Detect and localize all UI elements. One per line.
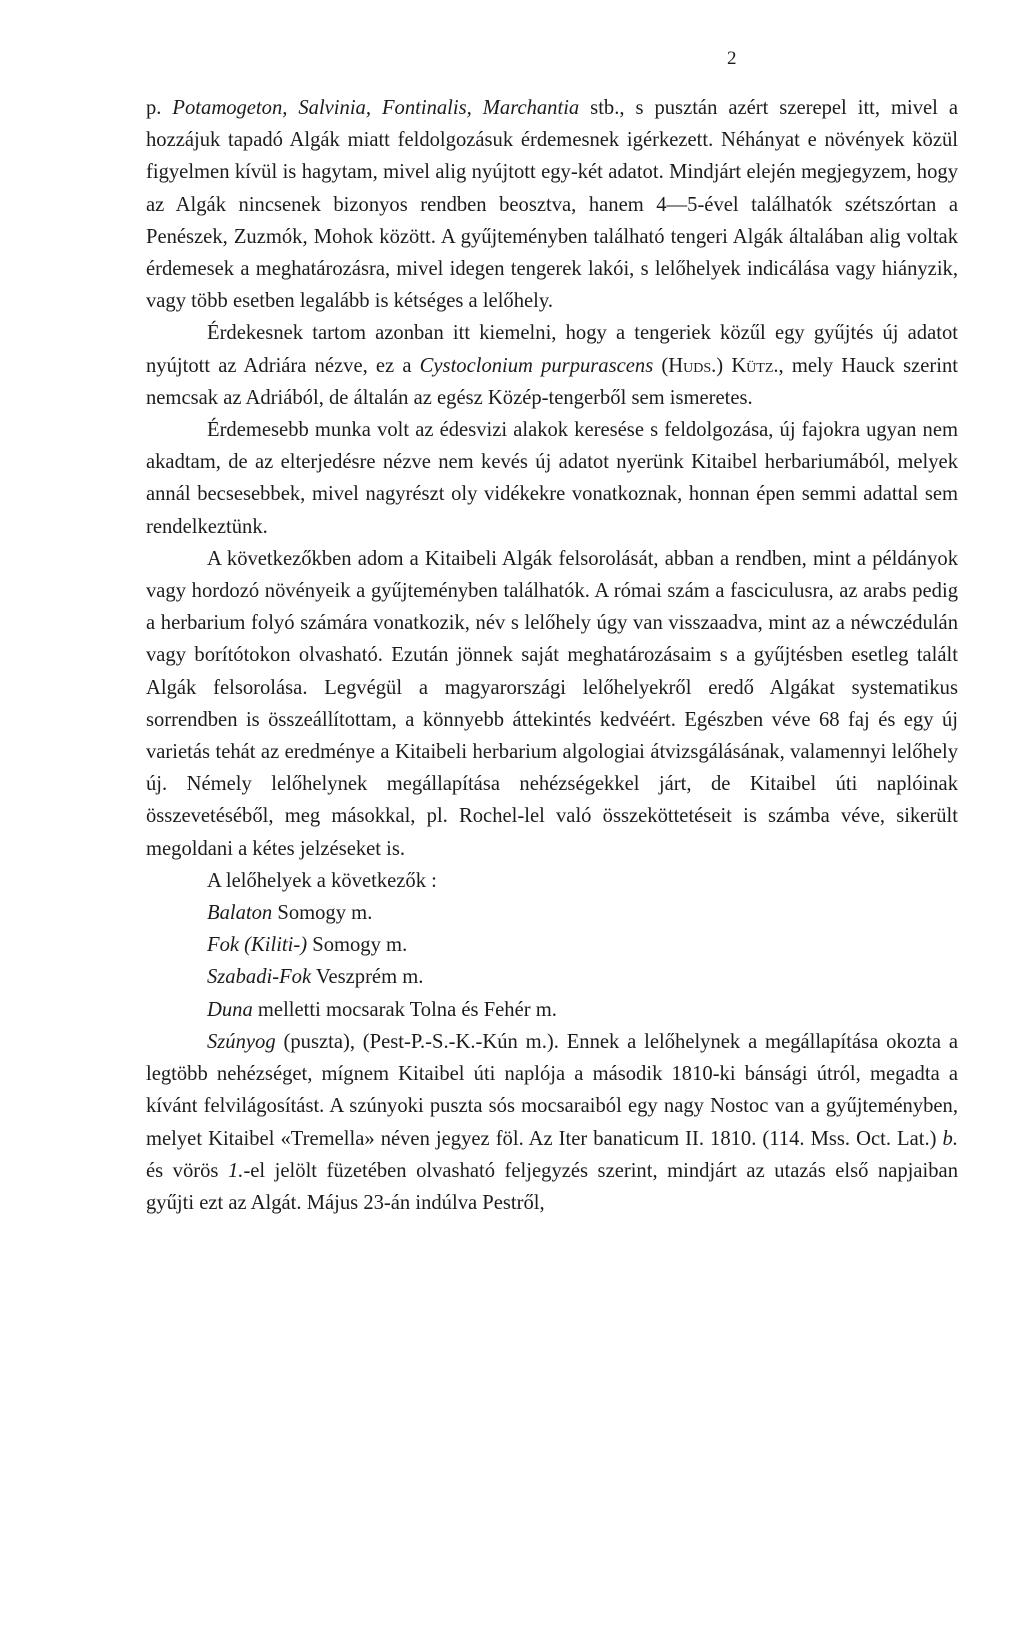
paragraph-2 (146, 317, 958, 414)
text-run: Érdemesebb munka volt az édesvizi alakok keresése s feldolgozása, új fajokra ugyan nem akadtam, de az elterjedésre nézve nem kevés új adatot nyerünk Kitaibel herbariumából, melyek annál becsesebbek, mivel nagyrészt oly vidékekre vonatkoznak, honnan épen semmi adattal sem rendelkeztünk. (146, 419, 958, 538)
italic-term: Fok (Kiliti-) (207, 934, 308, 957)
author-abbrev: Kütz (731, 354, 774, 377)
paragraph-4 (146, 543, 958, 865)
page-number: 2 (727, 48, 737, 69)
paragraph-szunyog (146, 1026, 958, 1219)
italic-term: Cystoclonium purpurascens (419, 354, 654, 377)
italic-term: Szúnyog (207, 1030, 276, 1053)
text-run: Somogy m. (307, 934, 408, 957)
body-text (146, 92, 958, 1219)
italic-term: Balaton (207, 902, 273, 925)
text-run: ., mely Hauck szerint nemcsak az Adriából, de általán az egész Közép-tengerből sem ismeretes. (146, 354, 959, 409)
locality-item (146, 897, 958, 929)
paragraph-5 (146, 865, 958, 897)
locality-item (146, 929, 958, 961)
text-run: Somogy m. (272, 902, 373, 925)
italic-term: Szabadi-Fok (207, 966, 312, 989)
italic-term: Potamogeton, Salvinia, Fontinalis, Marchantia (172, 97, 580, 119)
paragraph-1 (146, 92, 958, 317)
text-run: Érdekesnek tartom azonban itt kiemelni, hogy a tengeriek közűl egy gyűjtés új adatot nyújtott az Adriára nézve, ez a (146, 322, 958, 377)
italic-term: Duna (207, 998, 253, 1021)
locality-item (146, 961, 958, 993)
text-run: p. (146, 97, 173, 119)
paragraph-3 (146, 414, 958, 543)
text-run: és vörös (146, 1159, 228, 1182)
text-run: ( (653, 354, 669, 377)
author-abbrev: Huds (668, 354, 712, 377)
text-run: A lelőhelyek a következők : (207, 869, 437, 892)
locality-item (146, 994, 958, 1026)
text-run: (puszta), (Pest-P.-S.-K.-Kún m.). Ennek a lelőhelynek a megállapítása okozta a legtöbb nehézséget, mígnem Kitaibel úti naplója a második 1810-ki bánsági útról, megadta a kívánt felvilágosítást. A szúnyoki puszta sós mocsaraiból egy nagy Nostoc van a gyűjteményben, melyet Kitaibel «Tremella» néven jegyez föl. Az Iter banaticum II. 1810. (114. Mss. Oct. Lat.) (146, 1030, 958, 1150)
text-run: melletti mocsarak Tolna és Fehér m. (252, 998, 557, 1021)
italic-term: b. (942, 1127, 958, 1150)
locality-list (146, 897, 958, 1026)
text-run: .) (711, 354, 732, 377)
italic-term: 1. (227, 1159, 244, 1182)
text-run: -el jelölt füzetében olvasható feljegyzés szerint, mindjárt az utazás első napjaiban gyűjti ezt az Algát. Május 23-án indúlva Pestről, (146, 1159, 958, 1214)
text-run: stb., s pusztán azért szerepel itt, mivel a hozzájuk tapadó Algák miatt feldolgozásuk érdemesnek igérkezett. Néhányat e növények közül figyelmen kívül is hagytam, mivel alig nyújtott egy-két adatot. Mindjárt elején megjegyzem, hogy az Algák nincsenek bizonyos rendben beosztva, hanem 4—5-ével találhatók szétszórtan a Penészek, Zuzmók, Mohok között. A gyűjteményben található tengeri Algák általában alig voltak érdemesek a meghatározásra, mivel idegen tengerek lakói, s lelőhelyek indicálása vagy hiányzik, vagy több esetben legalább is kétséges a lelőhely. (146, 97, 959, 313)
text-run: Veszprém m. (311, 966, 424, 989)
text-run: A következőkben adom a Kitaibeli Algák felsorolását, abban a rendben, mint a példányok vagy hordozó növényeik a gyűjteményben találhatók. A római szám a fasciculusra, az arabs pedig a herbarium folyó számára vonatkozik, név s lelőhely úgy van visszaadva, mint az a néwczédulán vagy borítótokon olvasható. Ezután jönnek saját meghatározásaim s a gyűjtésben esetleg talált Algák felsorolása. Legvégül a magyarországi lelőhelyekről eredő Algákat systematikus sorrendben is összeállítottam, a könnyebb áttekintés kedvéért. Egészben véve 68 faj és egy új varietás tehát az eredménye a Kitaibeli herbarium algologiai átvizsgálásának, valamennyi lelőhely új. Némely lelőhelynek megállapítása nehézségekkel járt, de Kitaibel úti naplóinak összevetéséből, meg másokkal, pl. Rochel-lel való összeköttetéseit is számba véve, sikerült megoldani a kétes jelzéseket is. (146, 547, 958, 860)
